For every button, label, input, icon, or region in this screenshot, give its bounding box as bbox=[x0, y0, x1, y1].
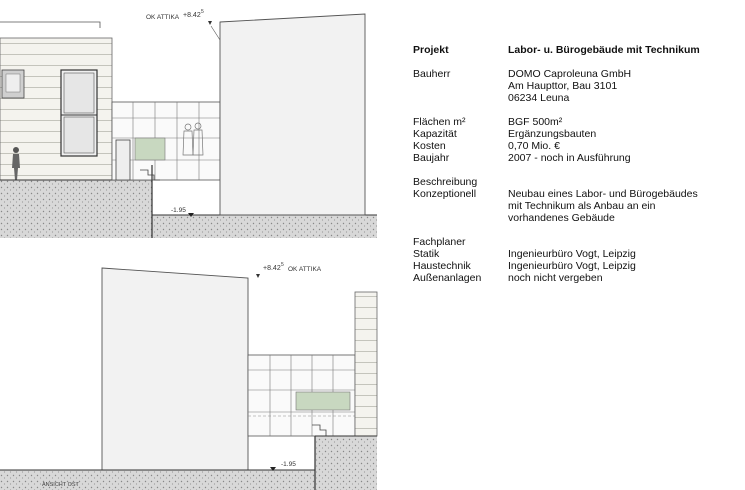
konzeptionell-line: vorhandenes Gebäude bbox=[508, 212, 615, 224]
bauherr-line: 06234 Leuna bbox=[508, 92, 570, 104]
bottom-level-label: OK ATTIKA bbox=[288, 266, 322, 273]
baujahr-label: Baujahr bbox=[413, 152, 450, 164]
kosten-value: 0,70 Mio. € bbox=[508, 140, 560, 152]
kapazitaet-row bbox=[413, 128, 743, 140]
baujahr-value: 2007 - noch in Ausführung bbox=[508, 152, 631, 164]
bauherr-line: DOMO Caproleuna GmbH bbox=[508, 68, 632, 80]
view-label: ANSICHT OST bbox=[42, 482, 79, 488]
aussenanlagen-value: noch nicht vergeben bbox=[508, 272, 603, 284]
flaechen-row bbox=[413, 116, 743, 128]
top-floor-level: -1.95 bbox=[171, 207, 186, 214]
kosten-label: Kosten bbox=[413, 140, 446, 152]
bottom-level-sup: 5 bbox=[281, 262, 284, 268]
haustechnik-row bbox=[413, 260, 743, 272]
statik-value: Ingenieurbüro Vogt, Leipzig bbox=[508, 248, 636, 260]
aussenanlagen-row bbox=[413, 272, 743, 284]
kapazitaet-label: Kapazität bbox=[413, 128, 457, 140]
beschreibung-row bbox=[413, 176, 743, 188]
statik-row bbox=[413, 248, 743, 260]
konzeptionell-row bbox=[413, 188, 743, 224]
haustechnik-value: Ingenieurbüro Vogt, Leipzig bbox=[508, 260, 636, 272]
top-level-label: OK ATTIKA bbox=[146, 14, 180, 21]
aussenanlagen-label: Außenanlagen bbox=[413, 272, 482, 284]
bottom-floor-level: -1.95 bbox=[281, 461, 296, 468]
flaechen-label: Flächen m² bbox=[413, 116, 466, 128]
top-elevation bbox=[0, 9, 377, 238]
bauherr-row bbox=[413, 68, 743, 104]
beschreibung-label: Beschreibung bbox=[413, 176, 478, 188]
project-row bbox=[413, 44, 743, 56]
flaechen-value: BGF 500m² bbox=[508, 116, 563, 128]
top-level-value: +8.42 bbox=[183, 12, 201, 19]
bottom-elevation bbox=[0, 262, 377, 490]
kapazitaet-value: Ergänzungsbauten bbox=[508, 128, 597, 140]
haustechnik-label: Haustechnik bbox=[413, 260, 471, 272]
projekt-label: Projekt bbox=[413, 44, 449, 56]
baujahr-row bbox=[413, 152, 743, 164]
bottom-level-value: +8.42 bbox=[263, 265, 281, 272]
konzeptionell-line: Neubau eines Labor- und Bürogebäudes bbox=[508, 188, 698, 200]
statik-label: Statik bbox=[413, 248, 440, 260]
projekt-value: Labor- u. Bürogebäude mit Technikum bbox=[508, 44, 700, 56]
project-info-panel bbox=[413, 44, 743, 284]
top-level-sup: 5 bbox=[201, 9, 204, 15]
konzeptionell-label: Konzeptionell bbox=[413, 188, 477, 200]
bauherr-label: Bauherr bbox=[413, 68, 451, 80]
fachplaner-label: Fachplaner bbox=[413, 236, 466, 248]
bauherr-line: Am Haupttor, Bau 3101 bbox=[508, 80, 618, 92]
konzeptionell-line: mit Technikum als Anbau an ein bbox=[508, 200, 656, 212]
kosten-row bbox=[413, 140, 743, 152]
fachplaner-row bbox=[413, 236, 743, 248]
